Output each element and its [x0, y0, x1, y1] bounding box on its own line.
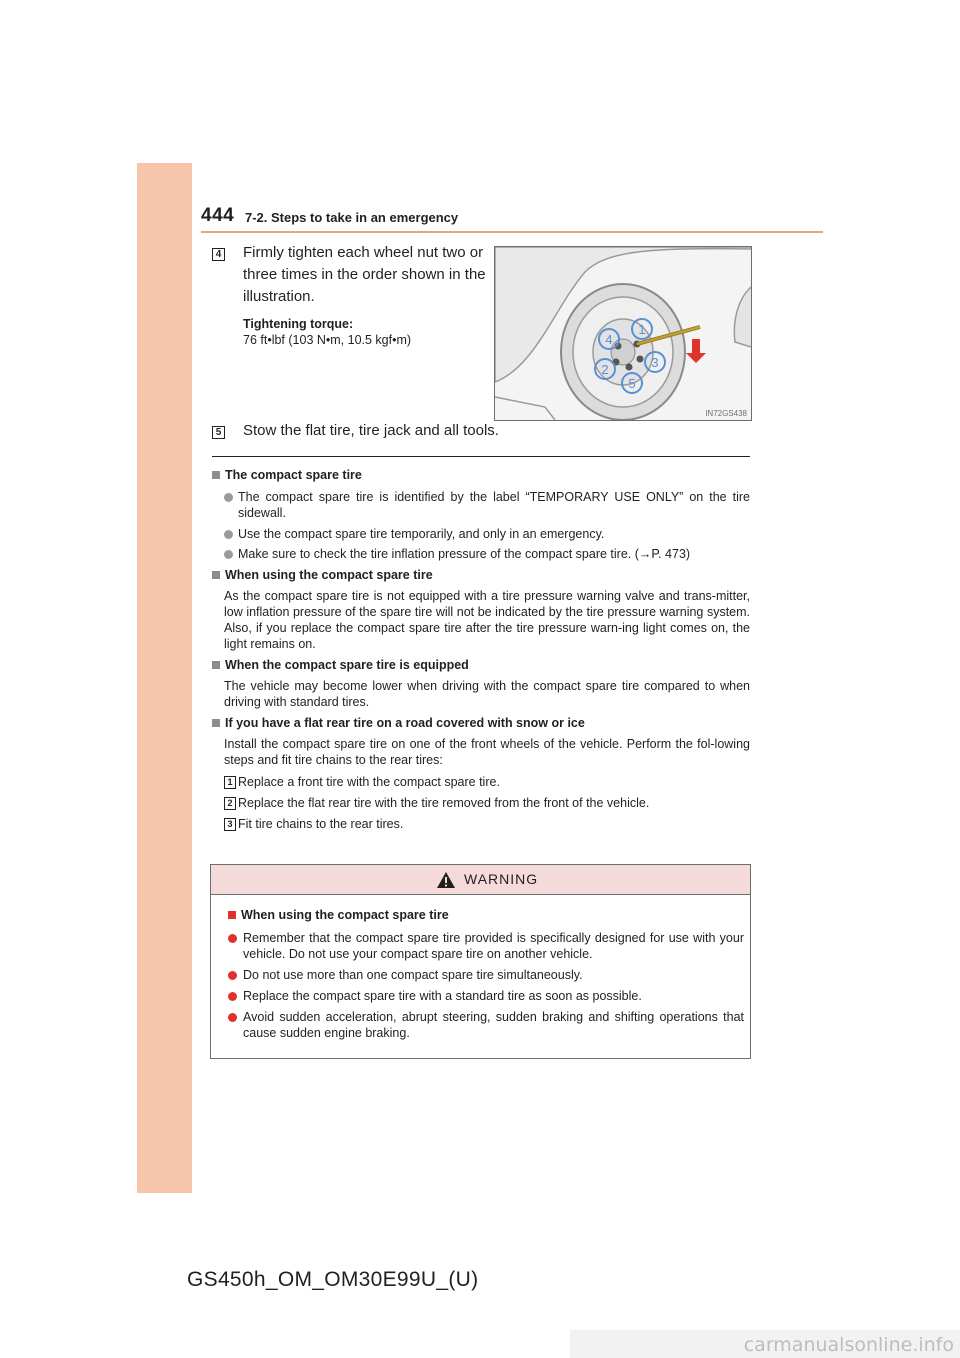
warning-box [210, 864, 751, 1059]
square-bullet-icon [212, 571, 220, 579]
wheel-nut-illustration [494, 246, 752, 421]
bullet-text: Use the compact spare tire temporarily, and only in an emergency. [238, 527, 605, 541]
bullet-text: Do not use more than one compact spare tire simultaneously. [243, 968, 583, 982]
heading-text: If you have a flat rear tire on a road covered with snow or ice [225, 716, 585, 730]
heading-text: The compact spare tire [225, 468, 362, 482]
header-rule [201, 231, 823, 233]
bullet-item [224, 526, 750, 542]
illustration-code: IN72GS438 [705, 409, 747, 418]
warning-heading [228, 908, 449, 922]
paragraph-equipped: The vehicle may become lower when driving with the compact spare tire compared to when driving with standard tires. [224, 679, 750, 709]
heading-flat-rear [212, 715, 585, 731]
substep-number: 3 [224, 818, 236, 831]
warning-title: WARNING [464, 871, 539, 887]
callout-1: 1 [638, 322, 646, 337]
circle-bullet-icon [224, 530, 233, 539]
arrow-down-icon [686, 339, 706, 363]
page-number: 444 [201, 205, 235, 226]
document-id: GS450h_OM_OM30E99U_(U) [187, 1268, 479, 1291]
bullet-item [224, 489, 750, 521]
warning-bullet [228, 988, 744, 1004]
side-color-strip [137, 163, 192, 1193]
warning-bullet [228, 930, 744, 962]
circle-bullet-icon [224, 493, 233, 502]
bullet-text: Replace the compact spare tire with a standard tire as soon as possible. [243, 989, 642, 1003]
warning-bullet [228, 967, 744, 983]
circle-bullet-icon [224, 550, 233, 559]
watermark-text[interactable]: carmanualsonline.info [743, 1334, 954, 1356]
square-bullet-icon [212, 719, 220, 727]
substep-text: Replace the flat rear tire with the tire removed from the front of the vehicle. [238, 796, 650, 810]
step-4-text [243, 242, 486, 308]
heading-equipped [212, 657, 469, 673]
warning-header [211, 865, 750, 895]
bullet-text: Remember that the compact spare tire provided is specifically designed for use with your vehicle. Do not use your compact spare tire on another vehicle. [243, 931, 744, 961]
step-number-4: 4 [212, 248, 225, 261]
substep-text: Replace a front tire with the compact spare tire. [238, 775, 500, 789]
torque-value: 76 ft•lbf (103 N•m, 10.5 kgf•m) [243, 333, 412, 347]
circle-bullet-icon [228, 1013, 237, 1022]
callout-5: 5 [628, 376, 636, 391]
bullet-text: Make sure to check the tire inflation pressure of the compact spare tire. (→P. 473) [238, 547, 691, 561]
section-divider [212, 456, 750, 457]
wheel-drawing [495, 247, 751, 420]
bullet-item [224, 546, 750, 562]
paragraph-flat-rear: Install the compact spare tire on one of the front wheels of the vehicle. Perform the fol-lowing steps and fit tire chains to the rear tires: [224, 737, 750, 767]
step-4-line: Firmly tighten each wheel nut two or [243, 244, 484, 261]
step-number-5: 5 [212, 426, 225, 439]
square-bullet-icon [212, 471, 220, 479]
warning-bullet [228, 1009, 744, 1041]
substep-number: 1 [224, 776, 236, 789]
step-5-text: Stow the flat tire, tire jack and all tools. [243, 422, 499, 439]
substep-text: Fit tire chains to the rear tires. [238, 817, 404, 831]
callout-3: 3 [651, 355, 659, 370]
chapter-title: 7-2. Steps to take in an emergency [245, 210, 459, 225]
step-4-line: illustration. [243, 288, 315, 305]
warning-triangle-icon [437, 872, 455, 888]
heading-when-using [212, 567, 433, 583]
bullet-text: The compact spare tire is identified by the label “TEMPORARY USE ONLY” on the tire sidewall. [238, 490, 750, 520]
circle-bullet-icon [228, 992, 237, 1001]
heading-text: When using the compact spare tire [241, 908, 449, 922]
circle-bullet-icon [228, 971, 237, 980]
bullet-text: Avoid sudden acceleration, abrupt steering, sudden braking and shifting operations that cause sudden engine braking. [243, 1010, 744, 1040]
tightening-torque [243, 316, 411, 348]
square-bullet-icon [228, 911, 236, 919]
watermark[interactable] [570, 1330, 960, 1358]
heading-text: When using the compact spare tire [225, 568, 433, 582]
torque-label: Tightening torque: [243, 317, 354, 331]
callout-2: 2 [601, 362, 609, 377]
substep-number: 2 [224, 797, 236, 810]
heading-text: When the compact spare tire is equipped [225, 658, 469, 672]
step-4-line: three times in the order shown in the [243, 266, 486, 283]
square-bullet-icon [212, 661, 220, 669]
circle-bullet-icon [228, 934, 237, 943]
paragraph-when-using: As the compact spare tire is not equipped with a tire pressure warning valve and trans-mitter, low inflation pressure of the spare tire will not be indicated by the tire pressure warning system. Also, if you replace the compact spare tire after the tire pressure warn-ing light comes on, the light remains on. [224, 589, 750, 651]
callout-4: 4 [605, 332, 613, 347]
heading-compact-spare [212, 467, 362, 483]
